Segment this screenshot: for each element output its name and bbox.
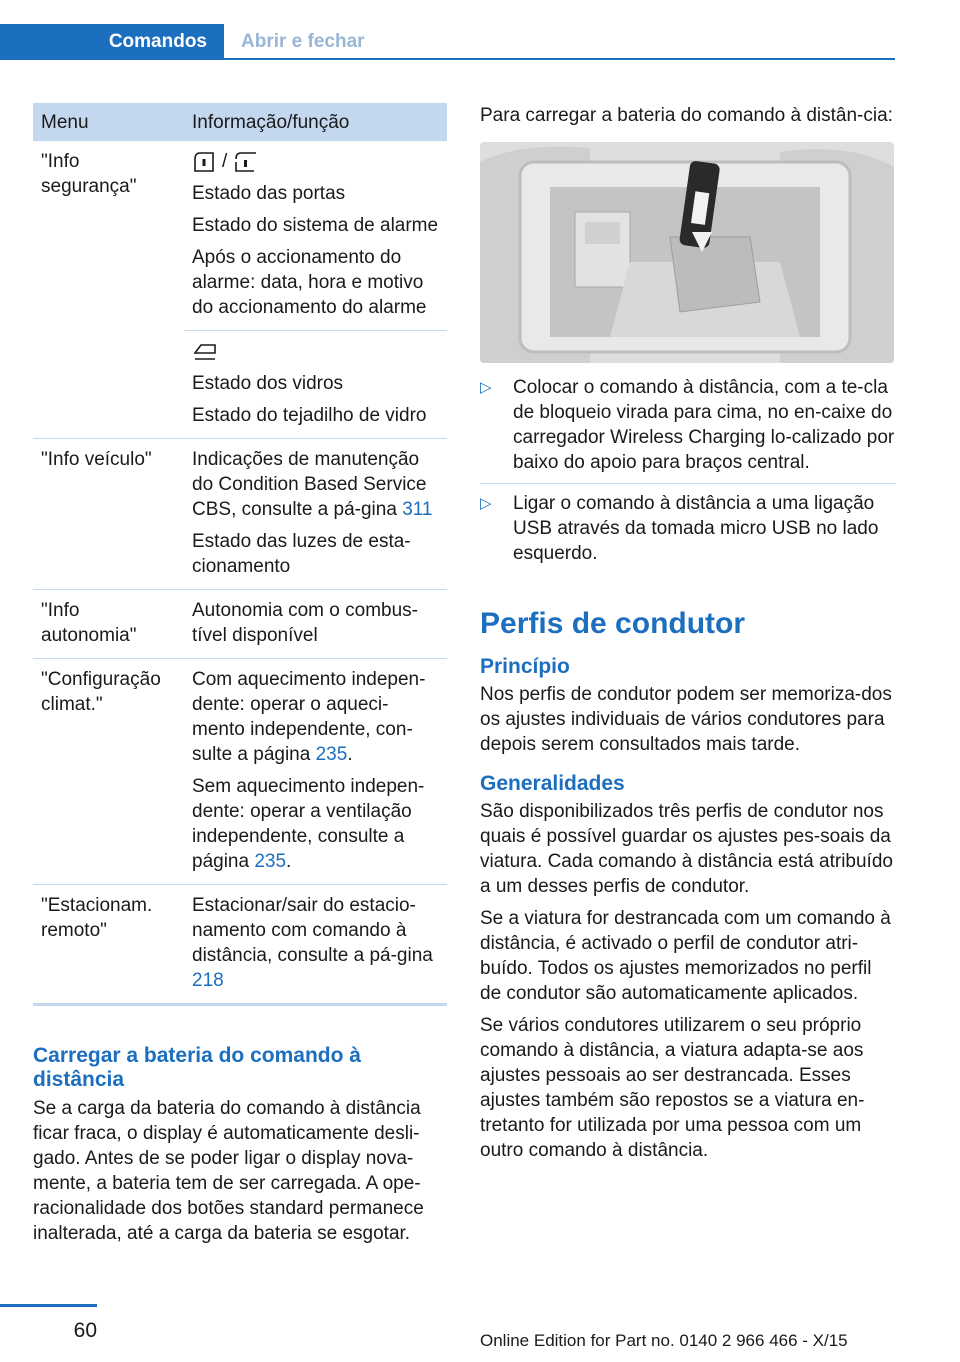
page-number: 60 xyxy=(73,1319,97,1342)
door-open-icon xyxy=(233,151,259,173)
info-cell xyxy=(184,439,447,590)
info-line: Estado das portas xyxy=(192,183,346,204)
table-row xyxy=(33,141,447,331)
header-rule xyxy=(224,58,895,60)
icon-separator: / xyxy=(222,151,228,172)
info-text: Com aquecimento indepen-dente: operar o aqueci-mento independente, con-sulte a página xyxy=(192,669,426,765)
list-item xyxy=(480,375,896,484)
tab-comandos[interactable]: Comandos xyxy=(0,24,224,60)
info-cell xyxy=(184,590,447,659)
table-row xyxy=(33,885,447,1005)
left-column xyxy=(33,103,447,1246)
charging-title: Carregar a bateria do comando à distância xyxy=(33,1044,361,1091)
step-text: Ligar o comando à distância a uma ligação USB através da tomada micro USB no lado esquerdo. xyxy=(513,493,879,564)
info-text: Indicações de manutenção do Condition Based Service CBS, consulte a pá-gina xyxy=(192,449,427,520)
table-row xyxy=(33,331,447,439)
info-text: Estacionar/sair do estacio-namento com comando à distância, consulte a pá-gina xyxy=(192,895,433,966)
triangle-icon: ▷ xyxy=(480,379,492,396)
charging-intro: Para carregar a bateria do comando à distân-cia: xyxy=(480,105,893,126)
step-text: Colocar o comando à distância, com a te-cla de bloqueio virada para cima, no en-caixe do carregador Wireless Charging lo-calizado por baixo do apoio para braços central. xyxy=(513,377,895,473)
general-paragraph: São disponibilizados três perfis de condutor nos quais é possível guardar os ajustes pes-soais da viatura. Cada comando à distância está atribuído a um desses perfis de condutor. xyxy=(480,801,893,897)
col-info-header: Informação/função xyxy=(184,103,447,141)
page-link[interactable]: 218 xyxy=(192,970,224,991)
info-cell xyxy=(184,885,447,1005)
principle-title: Princípio xyxy=(480,655,570,678)
info-line: Sem aquecimento indepen-dente: operar a ventilação independente, consulte a página 235. xyxy=(192,776,425,872)
page-link[interactable]: 235 xyxy=(315,744,348,765)
info-line: Estado do tejadilho de vidro xyxy=(192,405,427,426)
info-line: Após o accionamento do alarme: data, hora e motivo do accionamento do alarme xyxy=(192,247,427,318)
general-title: Generalidades xyxy=(480,772,625,795)
principle-body: Nos perfis de condutor podem ser memoriza-dos os ajustes individuais de vários condutores para depois serem consultados mais tarde. xyxy=(480,684,892,755)
charging-photo xyxy=(480,142,894,363)
charging-steps xyxy=(480,375,896,574)
right-column xyxy=(480,103,896,1170)
info-line: Com aquecimento indepen-dente: operar o aqueci-mento independente, con-sulte a página 235. xyxy=(192,669,426,765)
info-line: Estado dos vidros xyxy=(192,373,344,394)
menu-cell: "Configuração climat." xyxy=(33,659,184,885)
footer-edition: Online Edition for Part no. 0140 2 966 466 - X/15 xyxy=(480,1331,848,1350)
info-line xyxy=(192,447,439,522)
info-line: Autonomia com o combus-tível disponível xyxy=(192,600,418,646)
info-line: Estado do sistema de alarme xyxy=(192,215,439,236)
profiles-title: Perfis de condutor xyxy=(480,607,746,640)
tab-abrir-e-fechar[interactable]: Abrir e fechar xyxy=(241,31,365,52)
table-row xyxy=(33,439,447,590)
menu-cell: "Info autonomia" xyxy=(33,590,184,659)
info-cell xyxy=(184,331,447,439)
page-link[interactable]: 311 xyxy=(402,499,433,520)
info-cell xyxy=(184,141,447,331)
page-link[interactable]: 235 xyxy=(254,851,287,872)
info-cell xyxy=(184,659,447,885)
general-paragraph: Se vários condutores utilizarem o seu próprio comando à distância, a viatura adapta-se aos ajustes pessoais ao ser destrancada. Esses ajustes também são repostos se a viatura en-tretanto for utilizada por uma pessoa com um outro comando à distância. xyxy=(480,1015,865,1161)
menu-cell: "Info veículo" xyxy=(33,439,184,590)
armrest-console-image xyxy=(480,142,894,363)
menu-table xyxy=(33,103,447,1006)
triangle-icon: ▷ xyxy=(480,495,492,512)
table-header-row xyxy=(33,103,447,141)
door-locked-icon xyxy=(192,151,216,173)
info-line xyxy=(192,893,439,993)
table-row xyxy=(33,659,447,885)
menu-cell: "Info segurança" xyxy=(41,151,137,197)
page-number-rule xyxy=(0,1304,97,1307)
menu-cell: "Estacionam. remoto" xyxy=(33,885,184,1005)
menu-cell xyxy=(33,331,184,439)
col-menu-header: Menu xyxy=(33,103,184,141)
header-bar xyxy=(0,24,895,60)
info-text: Sem aquecimento indepen-dente: operar a ventilação independente, consulte a página xyxy=(192,776,425,872)
window-icon xyxy=(192,341,218,363)
general-paragraph: Se a viatura for destrancada com um comando à distância, é activado o perfil de condutor atri-buído. Todos os ajustes memorizados no perfil de condutor são automaticamente aplicados. xyxy=(480,908,891,1004)
charging-body: Se a carga da bateria do comando à distância ficar fraca, o display é automaticamente desli-gado. Antes de se poder ligar o display nova-mente, a bateria tem de ser carregada. A ope-racionalidade dos botões standard permanece inalterada, até a carga da bateria se esgotar. xyxy=(33,1098,424,1244)
info-line: Estado das luzes de esta-cionamento xyxy=(192,531,411,577)
list-item xyxy=(480,491,896,574)
table-row xyxy=(33,590,447,659)
